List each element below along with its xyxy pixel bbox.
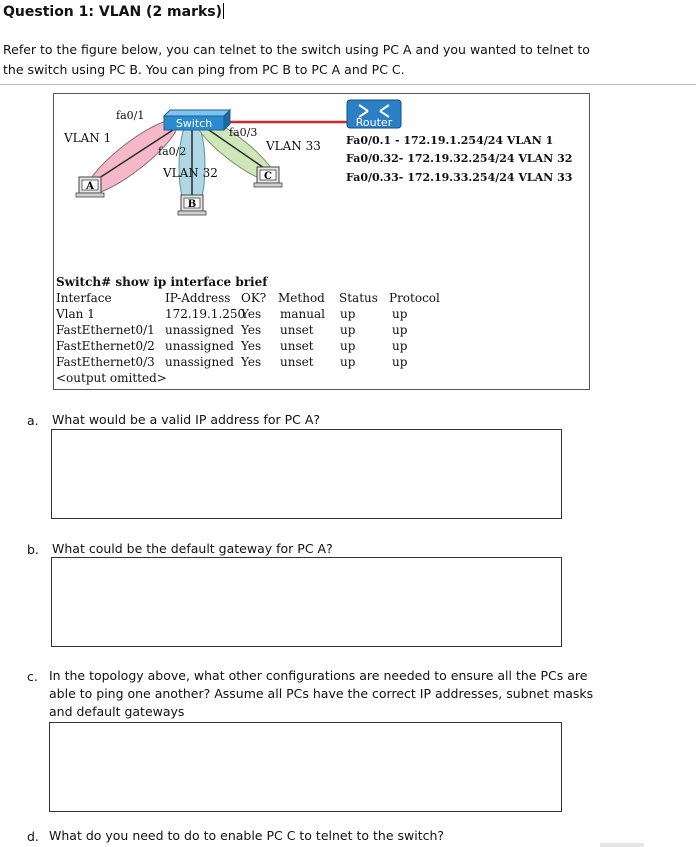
network-figure bbox=[53, 93, 590, 390]
cli-cell: unassigned bbox=[165, 339, 234, 353]
cli-cell: unassigned bbox=[165, 355, 234, 369]
text-cursor bbox=[223, 3, 224, 19]
cli-cell: up bbox=[392, 307, 408, 321]
cli-header-ok: OK? bbox=[241, 291, 267, 305]
cli-cell: Yes bbox=[241, 355, 262, 369]
question-b-label: b. bbox=[27, 542, 39, 557]
page-edge-shadow bbox=[600, 843, 644, 847]
cli-cell: Yes bbox=[241, 339, 262, 353]
cli-command: Switch# show ip interface brief bbox=[56, 275, 268, 289]
cli-header-interface: Interface bbox=[56, 291, 112, 305]
router-subif-1: Fa0/0.1 - 172.19.1.254/24 VLAN 1 bbox=[346, 134, 554, 147]
router-subif-32: Fa0/0.32- 172.19.32.254/24 VLAN 32 bbox=[346, 152, 573, 165]
cli-cell: FastEthernet0/3 bbox=[56, 355, 155, 369]
cli-cell: up bbox=[340, 339, 356, 353]
router-icon bbox=[347, 100, 401, 129]
section-divider bbox=[0, 84, 696, 85]
question-intro: Refer to the figure below, you can telnet to the switch using PC A and you wanted to telnet to the switch using PC B. You can ping from PC B to PC A and PC C. bbox=[3, 42, 590, 77]
cli-cell: up bbox=[340, 355, 356, 369]
pc-a-icon bbox=[76, 177, 104, 197]
cli-cell: up bbox=[340, 307, 356, 321]
question-title: Question 1: VLAN (2 marks) bbox=[3, 4, 223, 20]
cli-header-status: Status bbox=[339, 291, 378, 305]
vlan-33-label: VLAN 33 bbox=[266, 139, 321, 153]
cli-header-protocol: Protocol bbox=[389, 291, 440, 305]
cli-cell: manual bbox=[280, 307, 325, 321]
cli-cell: FastEthernet0/1 bbox=[56, 323, 155, 337]
cli-output-omitted: <output omitted> bbox=[56, 371, 167, 385]
pc-a-label: A bbox=[86, 181, 94, 192]
cli-cell: Yes bbox=[241, 323, 262, 337]
question-d-text: What do you need to do to enable PC C to telnet to the switch? bbox=[49, 828, 445, 843]
pc-b-label: B bbox=[187, 199, 197, 210]
cli-cell: unset bbox=[280, 355, 314, 369]
router-subif-33: Fa0/0.33- 172.19.33.254/24 VLAN 33 bbox=[346, 171, 573, 184]
cli-cell: up bbox=[340, 323, 356, 337]
cli-cell: unset bbox=[280, 339, 314, 353]
question-a-label: a. bbox=[27, 413, 39, 428]
cli-cell: unassigned bbox=[165, 323, 234, 337]
cli-cell: up bbox=[392, 323, 408, 337]
cli-cell: Yes bbox=[241, 307, 262, 321]
cli-cell: FastEthernet0/2 bbox=[56, 339, 155, 353]
switch-label: Switch bbox=[175, 117, 213, 130]
answer-box-a[interactable] bbox=[51, 429, 562, 519]
cli-cell: unset bbox=[280, 323, 314, 337]
pc-c-label: C bbox=[264, 171, 272, 182]
cli-cell: up bbox=[392, 339, 408, 353]
port-fa03-label: fa0/3 bbox=[229, 126, 258, 139]
vlan-1-label: VLAN 1 bbox=[64, 131, 112, 145]
cli-cell: up bbox=[392, 355, 408, 369]
router-label: Router bbox=[355, 116, 393, 129]
vlan-32-label: VLAN 32 bbox=[163, 166, 218, 180]
cli-header-method: Method bbox=[278, 291, 325, 305]
switch-icon bbox=[164, 110, 230, 130]
port-fa02-label: fa0/2 bbox=[158, 145, 187, 158]
port-fa01-label: fa0/1 bbox=[116, 109, 145, 122]
question-d-label: d. bbox=[27, 829, 39, 844]
answer-box-c[interactable] bbox=[49, 722, 562, 812]
question-c-label: c. bbox=[27, 669, 38, 684]
cli-header-ip: IP-Address bbox=[165, 291, 231, 305]
question-a-text: What would be a valid IP address for PC A? bbox=[52, 412, 320, 427]
answer-box-b[interactable] bbox=[51, 557, 562, 647]
question-c-text: In the topology above, what other configurations are needed to ensure all the PCs are able to ping one another? Assume all PCs have the correct IP addresses, subnet masks and default gateways bbox=[49, 668, 594, 719]
cli-cell: Vlan 1 bbox=[56, 307, 95, 321]
pc-b-icon bbox=[178, 195, 206, 215]
cli-cell: 172.19.1.250 bbox=[165, 307, 246, 321]
pc-c-icon bbox=[254, 167, 282, 187]
question-b-text: What could be the default gateway for PC A? bbox=[52, 541, 333, 556]
